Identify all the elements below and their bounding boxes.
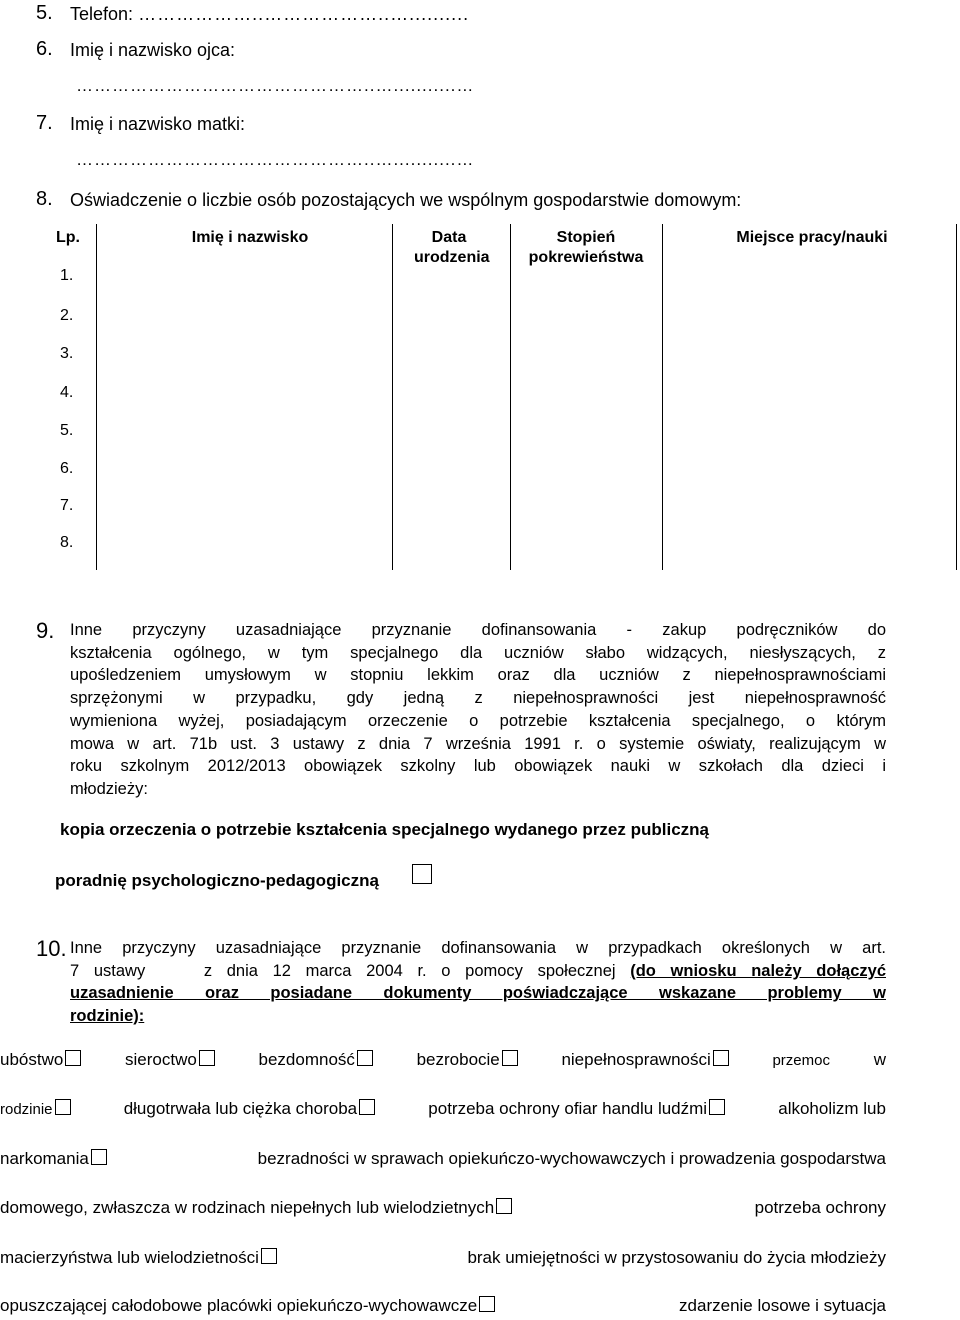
table-column-divider [510,224,511,570]
certificate-checkbox[interactable] [412,864,432,884]
option-label: bezdomność [258,1050,355,1069]
table-column-divider [956,224,957,570]
option-poverty[interactable] [0,1050,81,1070]
option-label: sieroctwo [125,1050,197,1069]
section-9-text [70,619,886,801]
paragraph-line: roku szkolnym 2012/2013 obowiązek szkolny lub obowiązek nauki w szkołach dla dzieci i [70,757,886,776]
option-label: macierzyństwa lub wielodzietności [0,1248,259,1267]
paragraph-line: upośledzeniem umysłowym w stopniu lekkim oraz dla uczniów z niepełnosprawnościami [70,666,886,685]
psych-pedagogical-label: poradnię psychologiczno-pedagogiczną [55,871,379,890]
option-label: rodzinie [0,1101,53,1118]
options-line-4 [0,1198,886,1218]
phone-dots: ………………..………………..….......... [138,4,470,24]
options-line-2 [0,1099,886,1119]
option-youth-leaving-care[interactable] [0,1296,495,1316]
table-column-divider [96,224,97,570]
father-name-label: Imię i nazwisko ojca: [70,40,236,60]
checkbox[interactable] [496,1198,512,1214]
option-label: narkomania [0,1149,89,1168]
table-column-divider [392,224,393,570]
paragraph-line: młodzieży: [70,779,148,798]
option-label: domowego, zwłaszcza w rodzinach niepełnych lub wielodzietnych [0,1198,495,1217]
item-8-number: 8. [36,188,53,210]
option-violence-label: przemoc [772,1052,830,1069]
option-helplessness-label: bezradności w sprawach opiekuńczo-wychowawczych i prowadzenia gospodarstwa [257,1149,886,1168]
header-lp: Lp. [56,229,80,246]
paragraph-line [70,960,886,983]
item-7-number: 7. [36,112,53,134]
checkbox[interactable] [55,1099,71,1115]
table-row-number: 8. [60,534,74,551]
checkbox[interactable] [713,1050,729,1066]
checkbox[interactable] [199,1050,215,1066]
option-label: opuszczającej całodobowe placówki opiekuńczo-wychowawcze [0,1296,478,1315]
option-trafficking[interactable] [428,1099,725,1119]
option-random-event-label: zdarzenie losowe i sytuacja [679,1296,886,1315]
option-family-violence[interactable] [0,1099,71,1119]
options-line-6 [0,1296,886,1316]
checkbox[interactable] [357,1050,373,1066]
checkbox[interactable] [502,1050,518,1066]
option-disability[interactable] [561,1050,728,1070]
option-unemployment[interactable] [417,1050,518,1070]
option-violence-label-cont: w [873,1050,886,1069]
paragraph-line: mowa w art. 71b ust. 3 ustawy z dnia 7 września 1991 r. o systemie oświaty, realizującym w [70,734,886,753]
option-orphanhood[interactable] [125,1050,215,1070]
option-addiction[interactable] [0,1149,107,1169]
father-name-field[interactable]: …………………………………………..…...........… [76,76,475,95]
options-line-3 [0,1149,886,1169]
header-workplace: Miejsce pracy/nauki [736,229,888,246]
section-10-number: 10. [36,936,67,961]
checkbox[interactable] [359,1099,375,1115]
options-line-5 [0,1248,886,1268]
mother-name-field[interactable]: …………………………………………..…...........… [76,150,475,169]
mother-name-label: Imię i nazwisko matki: [70,114,246,134]
option-maternity[interactable] [0,1248,277,1268]
checkbox[interactable] [261,1248,277,1264]
table-row-number: 1. [60,267,74,284]
item-5-number: 5. [36,2,53,24]
certificate-checkbox-row[interactable] [55,864,432,891]
option-label: długotrwała lub ciężka choroba [123,1099,358,1118]
table-row-number: 6. [60,460,74,477]
table-row-number: 4. [60,384,74,401]
section-9-number: 9. [36,618,55,643]
option-homelessness[interactable] [259,1050,373,1070]
table-column-divider [662,224,663,570]
header-name: Imię i nazwisko [191,229,309,246]
header-kinship: Stopień pokrewieństwa [528,229,644,266]
option-illness[interactable] [124,1099,375,1119]
option-label: bezrobocie [416,1050,500,1069]
paragraph-line: uzasadnienie oraz posiadane dokumenty poświadczające wskazane problemy w [70,984,886,1003]
table-row-number: 3. [60,345,74,362]
option-alcoholism-label: alkoholizm lub [778,1099,886,1118]
paragraph-line: sprzężonymi w przypadku, gdy jedną z niepełnosprawności jest niepełnosprawność [70,689,886,708]
table-row-number: 7. [60,497,74,514]
header-birth-date: Data urodzenia [414,229,490,266]
table-row-number: 5. [60,422,74,439]
option-maternity-label: potrzeba ochrony [754,1198,886,1217]
option-helplessness[interactable] [0,1198,512,1218]
paragraph-line: kształcenia ogólnego, w tym specjalnego dla uczniów słabo widzących, niesłyszących, z [70,643,886,662]
paragraph-line: rodzinie): [70,1007,145,1026]
paragraph-line: Inne przyczyny uzasadniające przyznanie dofinansowania - zakup podręczników do [70,621,886,639]
checkbox[interactable] [479,1296,495,1312]
options-line-1 [0,1050,886,1070]
option-label: niepełnosprawności [561,1050,711,1069]
option-youth-label: brak umiejętności w przystosowaniu do życia młodzieży [467,1248,886,1267]
attachment-note: (do wniosku należy dołączyć [630,961,886,980]
household-statement-label: Oświadczenie o liczbie osób pozostających we wspólnym gospodarstwie domowym: [70,190,742,210]
certificate-copy-line: kopia orzeczenia o potrzebie kształcenia specjalnego wydanego przez publiczną [60,820,710,839]
phone-label: Telefon: [70,4,134,24]
section-10-text [70,937,886,1028]
checkbox[interactable] [91,1149,107,1165]
option-label: ubóstwo [0,1050,64,1069]
checkbox[interactable] [65,1050,81,1066]
option-label: potrzeba ochrony ofiar handlu ludźmi [428,1099,708,1118]
checkbox[interactable] [709,1099,725,1115]
phone-field[interactable] [70,4,469,25]
paragraph-line: Inne przyczyny uzasadniające przyznanie dofinansowania w przypadkach określonych w art. [70,939,886,957]
paragraph-line: wymieniona wyżej, posiadającym orzeczenie o potrzebie kształcenia specjalnego, o którym [70,711,886,730]
law-reference: 7 ustawy z dnia 12 marca 2004 r. o pomocy społecznej [70,961,616,980]
table-row-number: 2. [60,307,74,324]
item-6-number: 6. [36,38,53,60]
